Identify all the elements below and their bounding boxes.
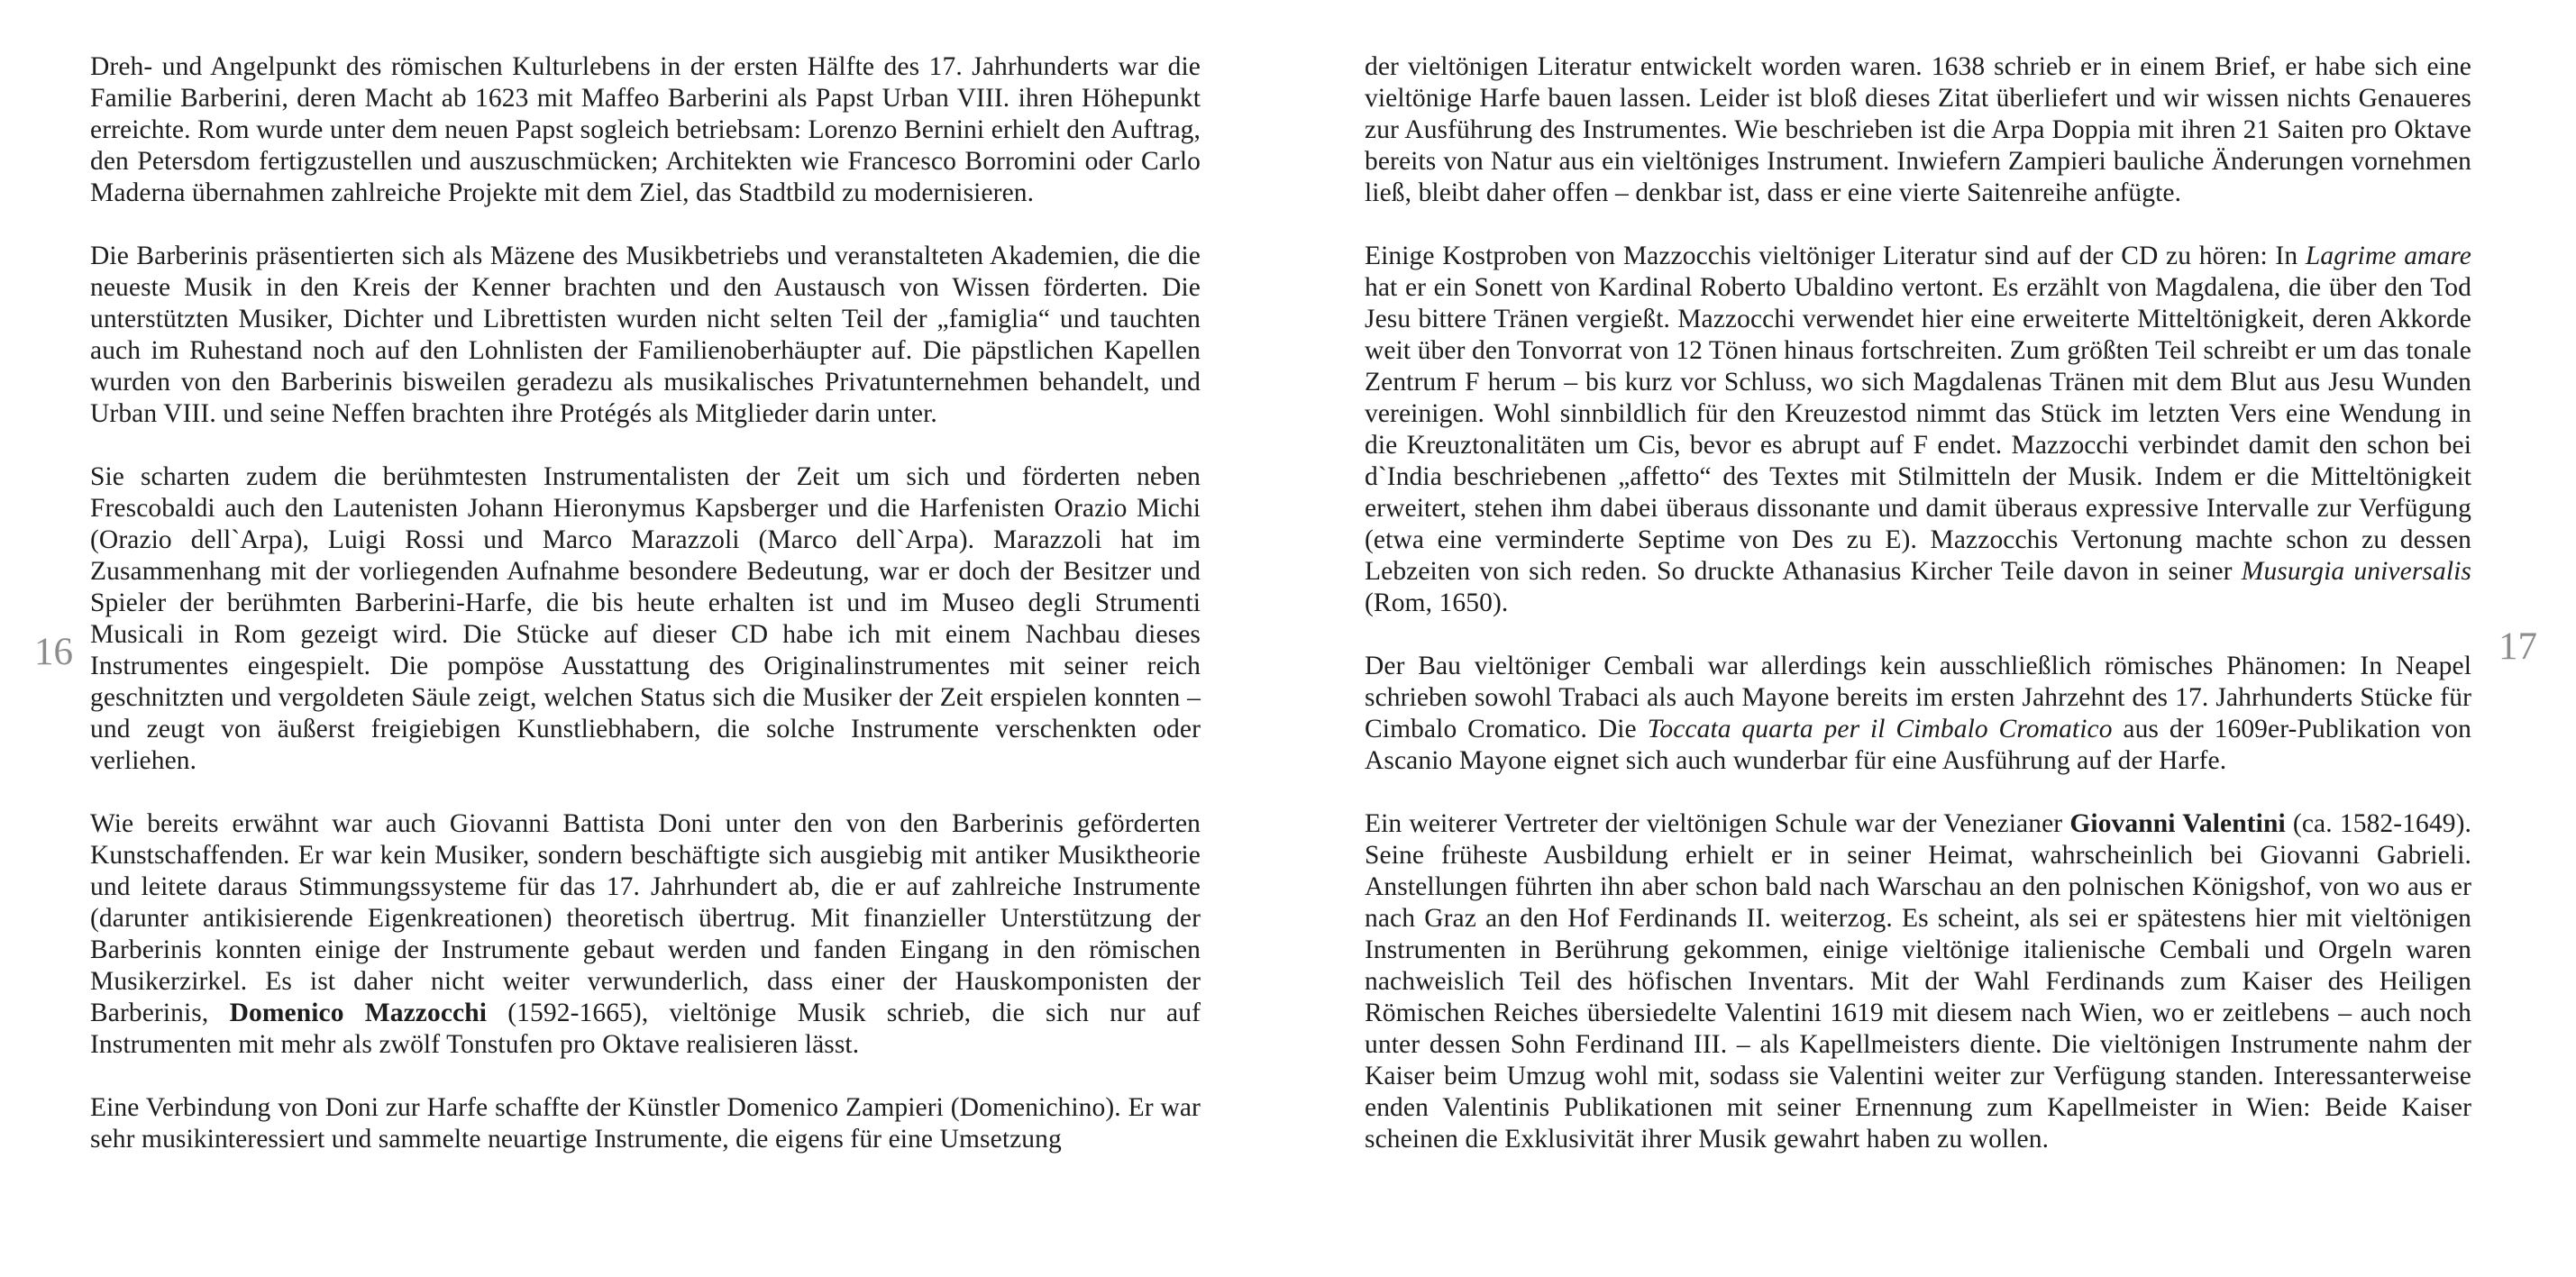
paragraph [1365,808,2471,1155]
text-run-bold: Domenico Mazzocchi [229,999,488,1027]
paragraph [1365,241,2471,619]
text-run-normal: (ca. 1582-1649). Seine früheste Ausbildung erhielt er in seiner Heimat, wahrscheinlich bei Giovanni Gabrieli. Anstellungen führten ihn aber schon bald nach Warschau an den polnischen Königshof, von wo aus er nach Graz an den Hof Ferdinands II. weiterzog. Es scheint, als sei er spätestens hier mit vieltönigen Instrumenten in Berührung gekommen, einige vieltönige italienische Cembali und Orgeln waren nachweislich Teil des höfischen Inventars. Mit der Wahl Ferdinands zum Kaiser des Heiligen Römischen Reiches übersiedelte Valentini 1619 mit diesem nach Wien, wo er zeitlebens – auch noch unter dessen Sohn Ferdinand III. – als Kapellmeisters diente. Die vieltönigen Instrumente nahm der Kaiser beim Umzug wohl mit, sodass sie Valentini weiter zur Verfügung standen. Interessanterweise enden Valentinis Publikationen mit seiner Ernennung zum Kapellmeister in Wien: Beide Kaiser scheinen die Exklusivität ihrer Musik gewahrt haben zu wollen. [1365,809,2471,1154]
text-run-normal: hat er ein Sonett von Kardinal Roberto Ubaldino vertont. Es erzählt von Magdalena, die über den Tod Jesu bittere Tränen vergießt. Mazzocchi verwendet hier eine erweiterte Mitteltönigkeit, deren Akkorde weit über den Tonvorrat von 12 Tönen hinaus fortschreiten. Zum größten Teil schreibt er um das tonale Zentrum F herum – bis kurz vor Schluss, wo sich Magdalenas Tränen mit dem Blut aus Jesu Wunden vereinigen. Wohl sinnbildlich für den Kreuzestod nimmt das Stück im letzten Vers eine Wendung in die Kreuztonalitäten um Cis, bevor es abrupt auf F endet. Mazzocchi verbindet damit den schon bei d`India beschriebenen „affetto“ des Textes mit Stilmitteln der Musik. Indem er die Mitteltönigkeit erweitert, stehen ihm dabei überaus dissonante und damit überaus expressive Intervalle zur Verfügung (etwa eine verminderte Septime von Des zu E). Mazzocchis Vertonung machte schon zu dessen Lebzeiten von sich reden. So druckte Athanasius Kircher Teile davon in seiner [1365,273,2471,586]
text-run-normal: der vieltönigen Literatur entwickelt worden waren. 1638 schrieb er in einem Brief, er habe sich eine vieltönige Harfe bauen lassen. Leider ist bloß dieses Zitat überliefert und wir wissen nichts Genaueres zur Ausführung des Instrumentes. Wie beschrieben ist die Arpa Doppia mit ihren 21 Saiten pro Oktave bereits von Natur aus ein vieltöniges Instrument. Inwiefern Zampieri bauliche Änderungen vornehmen ließ, bleibt daher offen – denkbar ist, dass er eine vierte Saitenreihe anfügte. [1365,52,2471,207]
left-page-text-column [90,51,1201,1155]
text-run-bold: Giovanni Valentini [2069,809,2286,838]
text-run-normal: Ein weiterer Vertreter der vieltönigen Schule war der Venezianer [1365,809,2070,838]
text-run-normal: Eine Verbindung von Doni zur Harfe schaffte der Künstler Domenico Zampieri (Domenichino). Er war sehr musikinteressiert und sammelte neuartige Instrumente, die eigens für eine Umsetzung [90,1093,1201,1154]
text-run-italic: Lagrime amare [2305,242,2471,270]
text-run-italic: Musurgia universalis [2241,557,2471,586]
left-page-number: 16 [34,631,73,673]
paragraph [90,461,1201,777]
text-run-normal: Der Bau vieltöniger Cembali war allerdings kein ausschließlich römisches Phänomen: In Neapel schrieben sowohl Trabaci als auch Mayone bereits im ersten Jahrzehnt des 17. Jahrhunderts Stücke für Cimbalo Cromatico. Die [1365,652,2471,743]
text-run-normal: Dreh- und Angelpunkt des römischen Kulturlebens in der ersten Hälfte des 17. Jahrhunderts war die Familie Barberini, deren Macht ab 1623 mit Maffeo Barberini als Papst Urban VIII. ihren Höhepunkt erreichte. Rom wurde unter dem neuen Papst sogleich betriebsam: Lorenzo Bernini erhielt den Auftrag, den Petersdom fertigzustellen und auszuschmücken; Architekten wie Francesco Borromini oder Carlo Maderna übernahmen zahlreiche Projekte mit dem Ziel, das Stadtbild zu modernisieren. [90,52,1201,207]
text-run-normal: aus der 1609er-Publikation von Ascanio Mayone eignet sich auch wunderbar für eine Ausführung auf der Harfe. [1365,715,2471,775]
right-page-number: 17 [2498,625,2537,668]
paragraph [1365,651,2471,777]
right-page-text-column [1365,51,2471,1155]
text-run-normal: Sie scharten zudem die berühmtesten Instrumentalisten der Zeit um sich und förderten neben Frescobaldi auch den Lautenisten Johann Hieronymus Kapsberger und die Harfenisten Orazio Michi (Orazio dell`Arpa), Luigi Rossi und Marco Marazzoli (Marco dell`Arpa). Marazzoli hat im Zusammenhang mit der vorliegenden Aufnahme besondere Bedeutung, war er doch der Besitzer und Spieler der berühmten Barberini-Harfe, die bis heute erhalten ist und im Museo degli Strumenti Musicali in Rom gezeigt wird. Die Stücke auf dieser CD habe ich mit einem Nachbau dieses Instrumentes eingespielt. Die pompöse Ausstattung des Originalinstrumentes mit seiner reich geschnitzten und vergoldeten Säule zeigt, welchen Status sich die Musiker der Zeit erspielen konnten – und zeugt von äußerst freigiebigen Kunstliebhabern, die solche Instrumente verschenkten oder verliehen. [90,462,1201,775]
text-run-normal: (Rom, 1650). [1365,588,1509,617]
paragraph [1365,51,2471,209]
paragraph [90,51,1201,209]
paragraph [90,808,1201,1061]
paragraph [90,241,1201,430]
text-run-normal: Wie bereits erwähnt war auch Giovanni Battista Doni unter den von den Barberinis geförderten Kunstschaffenden. Er war kein Musiker, sondern beschäftigte sich ausgiebig mit antiker Musiktheorie und leitete daraus Stimmungssysteme für das 17. Jahrhundert ab, die er auf zahlreiche Instrumente (darunter antikisierende Eigenkreationen) theoretisch übertrug. Mit finanzieller Unterstützung der Barberinis konnten einige der Instrumente gebaut werden und fanden Eingang in den römischen Musikerzirkel. Es ist daher nicht weiter verwunderlich, dass einer der Hauskomponisten der Barberinis, [90,809,1201,1027]
text-run-normal: (1592-1665), vieltönige Musik schrieb, die sich nur auf Instrumenten mit mehr als zwölf Tonstufen pro Oktave realisieren lässt. [90,999,1201,1059]
text-run-normal: Einige Kostproben von Mazzocchis vieltöniger Literatur sind auf der CD zu hören: In [1365,242,2306,270]
text-run-normal: Die Barberinis präsentierten sich als Mäzene des Musikbetriebs und veranstalteten Akademien, die die neueste Musik in den Kreis der Kenner brachten und den Austausch von Wissen förderten. Die unterstützten Musiker, Dichter und Librettisten wurden nicht selten Teil der „famiglia“ und tauchten auch im Ruhestand noch auf den Lohnlisten der Familienoberhäupter auf. Die päpstlichen Kapellen wurden von den Barberinis bisweilen geradezu als musikalisches Privatunternehmen behandelt, und Urban VIII. und seine Neffen brachten ihre Protégés als Mitglieder darin unter. [90,242,1201,428]
text-run-italic: Toccata quarta per il Cimbalo Cromatico [1647,715,2113,743]
paragraph [90,1092,1201,1155]
